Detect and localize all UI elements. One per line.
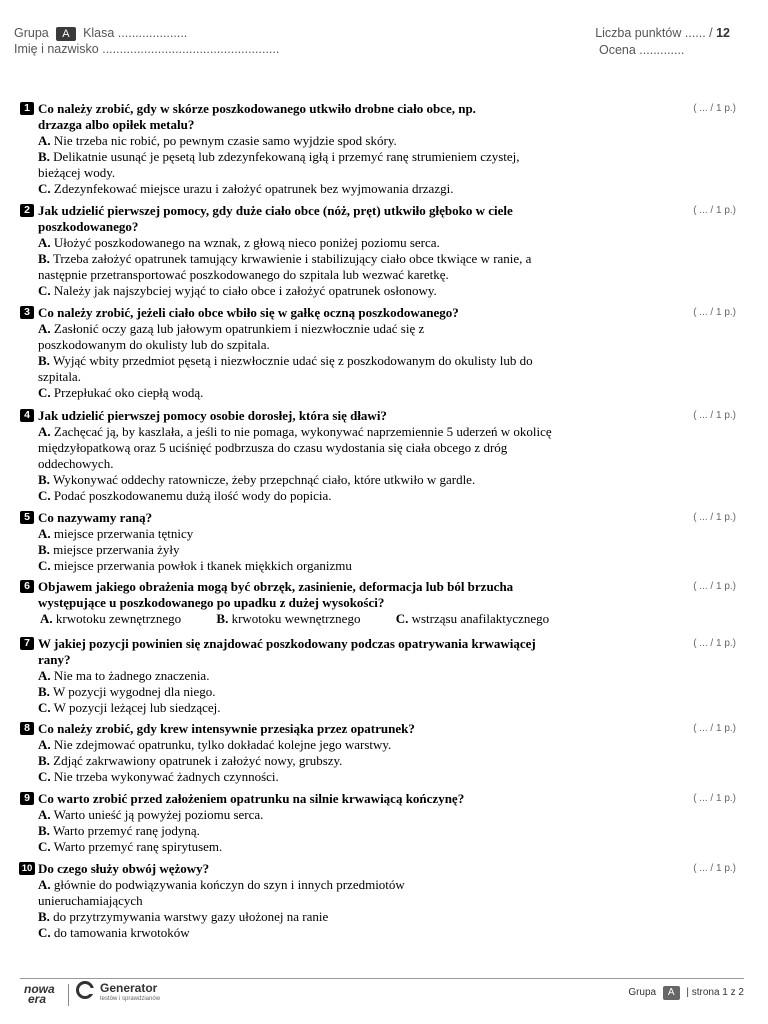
question-number-badge: 6	[20, 580, 34, 593]
logo-separator	[68, 984, 69, 1006]
answer-b: B. Wyjąć wbity przedmiot pęsetą i niezwłocznie udać się z poszkodowanym do okulisty lub do szpitala.	[38, 353, 533, 384]
question-text: Do czego służy obwój wężowy?	[38, 861, 210, 876]
footer-group-label: Grupa	[628, 987, 657, 998]
question-9	[20, 791, 740, 855]
answer-c: C. Przepłukać oko ciepłą wodą.	[38, 385, 204, 400]
footer-divider	[20, 978, 744, 979]
answer-c: C. Podać poszkodowanemu dużą ilość wody do popicia.	[38, 488, 332, 503]
answer-a: A. Ułożyć poszkodowanego na wznak, z głową nieco poniżej poziomu serca.	[38, 235, 440, 250]
answer-a: A. głównie do podwiązywania kończyn do szyn i innych przedmiotów unieruchamiających	[38, 877, 405, 908]
answer-a: A. krwotoku zewnętrznego	[40, 611, 182, 626]
answer-a: A. Nie trzeba nic robić, po pewnym czasie samo wyjdzie spod skóry.	[38, 133, 397, 148]
answer-b: B. Warto przemyć ranę jodyną.	[38, 823, 200, 838]
question-text: Jak udzielić pierwszej pomocy, gdy duże ciało obce (nóż, pręt) utkwiło głęboko w ciele poszkodowanego?	[38, 203, 513, 234]
question-text: Objawem jakiego obrażenia mogą być obrzęk, zasinienie, deformacja lub ból brzucha występujące u poszkodowanego po upadku z dużej wysokości?	[38, 579, 514, 610]
answer-c: C. W pozycji leżącej lub siedzącej.	[38, 700, 221, 715]
page-number: | strona 1 z 2	[686, 987, 744, 998]
question-points: ( ... / 1 p.)	[693, 410, 736, 421]
question-4	[20, 408, 740, 504]
nowa-era-logo: nowa era	[24, 982, 55, 1006]
question-number-badge: 1	[20, 102, 34, 115]
question-number-badge: 10	[19, 862, 35, 875]
group-field	[14, 26, 187, 41]
grade-field: Ocena .............	[599, 43, 685, 57]
name-field: Imię i nazwisko ...................................................	[14, 42, 280, 56]
class-field: Klasa ....................	[83, 26, 188, 40]
question-text: W jakiej pozycji powinien się znajdować poszkodowany podczas opatrywania krwawiącej rany?	[38, 636, 536, 667]
question-text: Co należy zrobić, jeżeli ciało obce wbiło się w gałkę oczną poszkodowanego?	[38, 305, 459, 320]
question-text: Jak udzielić pierwszej pomocy osobie dorosłej, która się dławi?	[38, 408, 387, 423]
answer-c: C. Warto przemyć ranę spirytusem.	[38, 839, 223, 854]
question-text: Co należy zrobić, gdy w skórze poszkodowanego utkwiło drobne ciało obce, np. drzazga albo opiłek metalu?	[38, 101, 476, 132]
question-number-badge: 4	[20, 409, 34, 422]
answer-b: B. Trzeba założyć opatrunek tamujący krwawienie i stabilizujący ciało obce tkwiące w ranie, a następnie przetransportować poszkodowanego do szpitala lub wezwać karetkę.	[38, 251, 532, 282]
question-1	[20, 101, 740, 197]
answer-a: A. Warto unieść ją powyżej poziomu serca.	[38, 807, 264, 822]
answer-c: C. Zdezynfekować miejsce urazu i założyć opatrunek bez wyjmowania drzazgi.	[38, 181, 454, 196]
answer-b: B. Wykonywać oddechy ratownicze, żeby przepchnąć ciało, które utkwiło w gardle.	[38, 472, 476, 487]
answer-b: B. W pozycji wygodnej dla niego.	[38, 684, 216, 699]
answer-a: A. Zachęcać ją, by kaszlała, a jeśli to nie pomaga, wykonywać naprzemiennie 5 uderzeń w okolicę międzyłopatkową oraz 5 uciśnięć podbrzusza do czasu wydostania się ciała obcego z dróg oddechowych.	[38, 424, 552, 471]
question-2	[20, 203, 740, 299]
answer-c: C. wstrząsu anafilaktycznego	[395, 611, 550, 626]
answer-c: C. do tamowania krwotoków	[38, 925, 190, 940]
question-7	[20, 636, 740, 716]
question-points: ( ... / 1 p.)	[693, 723, 736, 734]
answer-a: A. Zasłonić oczy gazą lub jałowym opatrunkiem i niezwłocznie udać się z poszkodowanym do okulisty lub do szpitala.	[38, 321, 425, 352]
question-number-badge: 8	[20, 722, 34, 735]
answer-c: C. Należy jak najszybciej wyjąć to ciało obce i założyć opatrunek osłonowy.	[38, 283, 437, 298]
generator-logo-subtitle: testów i sprawdzianów	[100, 996, 161, 1002]
question-number-badge: 3	[20, 306, 34, 319]
answer-a: A. Nie ma to żadnego znaczenia.	[38, 668, 210, 683]
points-field	[595, 26, 730, 40]
question-8	[20, 721, 740, 785]
group-label: Grupa	[14, 26, 49, 40]
generator-logo-text: Generator	[100, 981, 158, 995]
question-points: ( ... / 1 p.)	[693, 863, 736, 874]
answer-b: B. Zdjąć zakrwawiony opatrunek i założyć nowy, grubszy.	[38, 753, 343, 768]
answer-b: B. do przytrzymywania warstwy gazy ułożonej na ranie	[38, 909, 329, 924]
question-number-badge: 7	[20, 637, 34, 650]
question-points: ( ... / 1 p.)	[693, 793, 736, 804]
generator-g-icon	[76, 981, 94, 999]
question-number-badge: 5	[20, 511, 34, 524]
question-number-badge: 2	[20, 204, 34, 217]
question-points: ( ... / 1 p.)	[693, 205, 736, 216]
question-number-badge: 9	[20, 792, 34, 805]
answer-b: B. Delikatnie usunąć je pęsetą lub zdezynfekowaną igłą i przemyć ranę strumieniem czystej, bieżącej wody.	[38, 149, 520, 180]
answer-a: A. Nie zdejmować opatrunku, tylko dokładać kolejne jego warstwy.	[38, 737, 392, 752]
question-text: Co nazywamy raną?	[38, 510, 153, 525]
question-5	[20, 510, 740, 574]
points-max: 12	[716, 26, 730, 40]
group-badge: A	[56, 27, 75, 41]
answer-row	[40, 611, 740, 627]
answer-b: B. miejsce przerwania żyły	[38, 542, 180, 557]
page-footer-info	[628, 986, 744, 1000]
footer-group-badge: A	[663, 986, 680, 1000]
question-points: ( ... / 1 p.)	[693, 307, 736, 318]
question-text: Co należy zrobić, gdy krew intensywnie przesiąka przez opatrunek?	[38, 721, 415, 736]
question-points: ( ... / 1 p.)	[693, 581, 736, 592]
answer-a: A. miejsce przerwania tętnicy	[38, 526, 194, 541]
points-label: Liczba punktów ...... /	[595, 26, 713, 40]
question-points: ( ... / 1 p.)	[693, 103, 736, 114]
question-6	[20, 579, 740, 627]
question-10	[20, 861, 740, 941]
answer-c: C. miejsce przerwania powłok i tkanek miękkich organizmu	[38, 558, 352, 573]
question-text: Co warto zrobić przed założeniem opatrunku na silnie krwawiącą kończynę?	[38, 791, 465, 806]
answer-b: B. krwotoku wewnętrznego	[216, 611, 361, 626]
question-3	[20, 305, 740, 401]
question-points: ( ... / 1 p.)	[693, 638, 736, 649]
question-points: ( ... / 1 p.)	[693, 512, 736, 523]
answer-c: C. Nie trzeba wykonywać żadnych czynności.	[38, 769, 279, 784]
